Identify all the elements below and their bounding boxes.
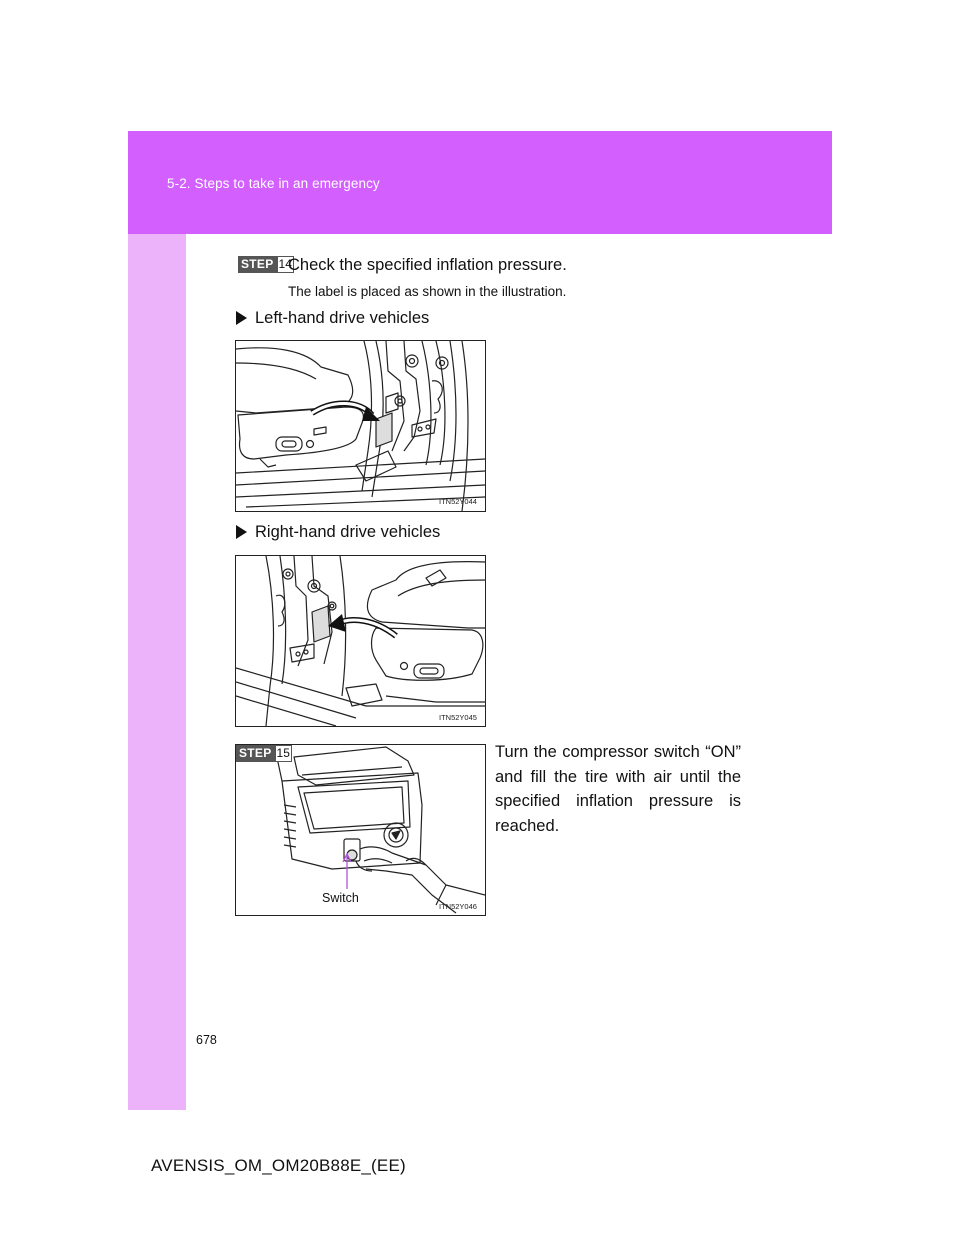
figure-left-hand-drive: [235, 340, 486, 512]
step-badge-label: STEP: [238, 256, 277, 273]
section-title: 5-2. Steps to take in an emergency: [167, 176, 380, 191]
page-number: 678: [196, 1033, 217, 1047]
bullet-right-hand-drive: [236, 523, 440, 542]
figure-code: ITN52Y046: [439, 902, 477, 911]
figure-code: ITN52Y044: [439, 497, 477, 506]
step-badge-label: STEP: [236, 745, 275, 762]
document-code: AVENSIS_OM_OM20B88E_(EE): [151, 1156, 406, 1175]
step-15-badge: [236, 745, 292, 762]
step-15-instruction: Turn the compressor switch “ON” and fill the tire with air until the specified inflation pressure is reached.: [495, 743, 741, 835]
switch-callout-label: Switch: [322, 891, 359, 905]
compressor-illustration: [236, 745, 485, 915]
step-14-instruction: Check the specified inflation pressure.: [288, 256, 567, 274]
figure-code: ITN52Y045: [439, 713, 477, 722]
step-14-badge: [238, 256, 294, 273]
figure-right-hand-drive: [235, 555, 486, 727]
bullet-label: Left-hand drive vehicles: [255, 309, 430, 327]
right-hand-drive-illustration: [236, 556, 485, 726]
left-hand-drive-illustration: [236, 341, 485, 511]
bullet-label: Right-hand drive vehicles: [255, 523, 441, 541]
step-badge-number: 15: [276, 746, 290, 760]
side-strip: [128, 234, 186, 1110]
bullet-triangle-icon: [236, 311, 247, 325]
bullet-triangle-icon: [236, 525, 247, 539]
figure-compressor-switch: [235, 744, 486, 916]
step-badge-number: 14: [278, 257, 292, 271]
bullet-left-hand-drive: [236, 309, 429, 328]
step-14-note: The label is placed as shown in the illustration.: [288, 284, 567, 299]
